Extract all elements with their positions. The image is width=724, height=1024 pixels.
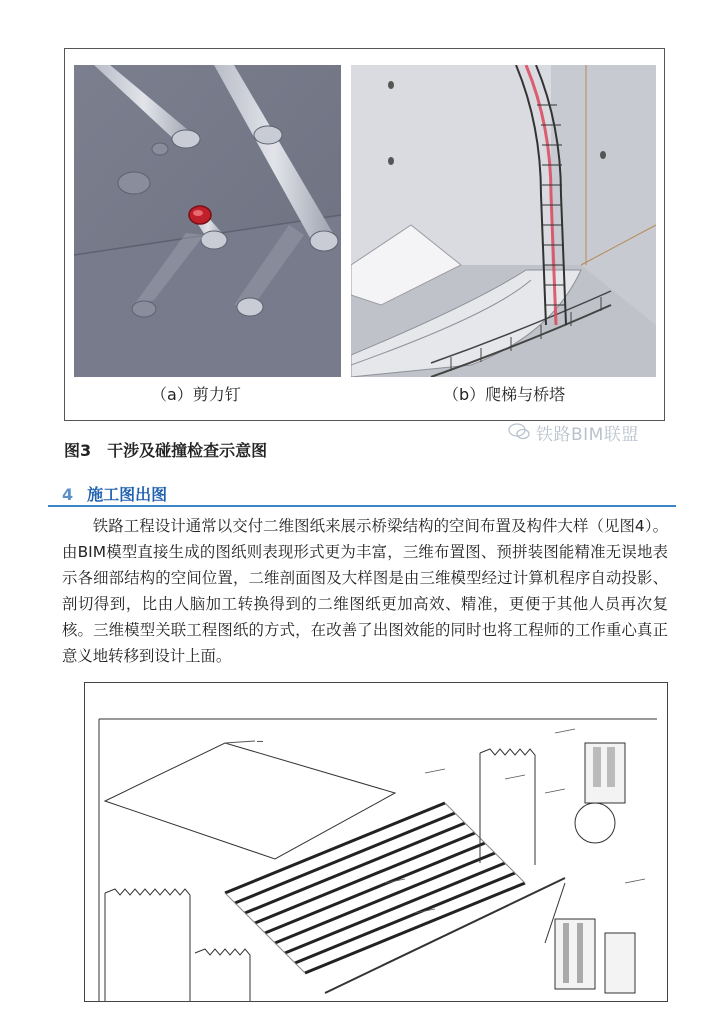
watermark-text: 铁路BIM联盟 [536, 425, 639, 445]
svg-text:━━: ━━ [257, 739, 264, 745]
section-number: 4 [62, 485, 74, 504]
watermark [510, 420, 639, 445]
ladder-tower-image [351, 65, 656, 377]
figure3-caption: 图3 干涉及碰撞检查示意图 [64, 441, 268, 460]
body-paragraph: 铁路工程设计通常以交付二维图纸来展示桥梁结构的空间布置及构件大样（见图4）。由BIM模型直接生成的图纸则表现形式更为丰富，三维布置图、预拼装图能精准无误地表示各细部结构的空间位置，二维剖面图及大样图是由三维模型经过计算机程序自动投影、剖切得到，比由人脑加工转换得到的二维图纸更加高效、精准，更便于其他人员再次复核。三维模型关联工程图纸的方式，在改善了出图效能的同时也将工程师的工作重心真正意义地转移到设计上面。 [62, 517, 668, 665]
shear-stud-image [74, 65, 341, 377]
section-heading [62, 482, 167, 505]
section-divider [48, 505, 676, 507]
caption-a: （a）剪力钉 [151, 385, 241, 404]
section-title: 施工图出图 [87, 485, 168, 504]
figure3-frame [64, 48, 665, 421]
caption-b: （b）爬梯与桥塔 [443, 385, 566, 404]
construction-drawing-image [84, 682, 668, 1002]
